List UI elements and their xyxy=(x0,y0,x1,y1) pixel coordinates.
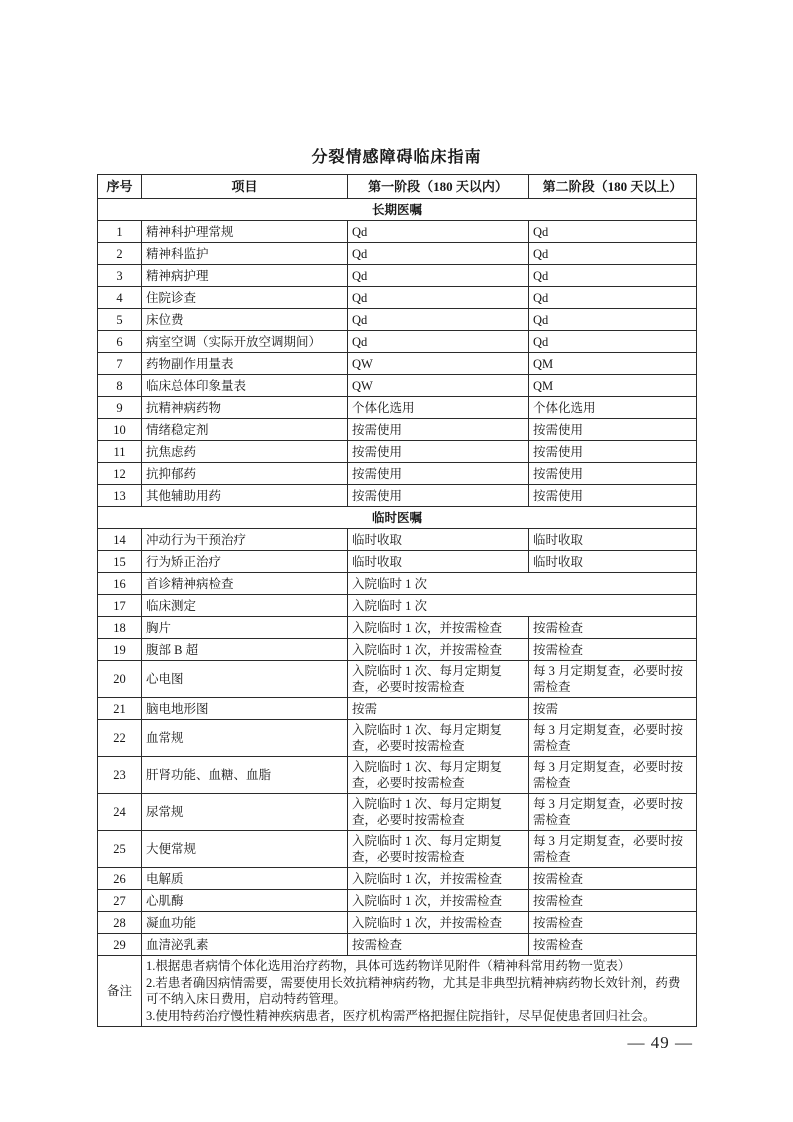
section-header-row xyxy=(98,507,697,529)
stage1-cell: 入院临时 1 次、每月定期复查，必要时按需检查 xyxy=(348,720,529,757)
stage1-cell: 入院临时 1 次，并按需检查 xyxy=(348,617,529,639)
row-number-cell: 15 xyxy=(98,551,142,573)
item-cell: 凝血功能 xyxy=(142,912,348,934)
item-cell: 血清泌乳素 xyxy=(142,934,348,956)
row-number-cell: 26 xyxy=(98,868,142,890)
row-number-cell: 5 xyxy=(98,309,142,331)
table-row xyxy=(98,868,697,890)
row-number-cell: 3 xyxy=(98,265,142,287)
item-cell: 大便常规 xyxy=(142,831,348,868)
note-line: 2.若患者确因病情需要，需要使用长效抗精神病药物，尤其是非典型抗精神病药物长效针剂，药费可不纳入床日费用，启动特药管理。 xyxy=(146,975,681,1006)
table-row xyxy=(98,243,697,265)
item-cell: 胸片 xyxy=(142,617,348,639)
stage2-cell: 按需使用 xyxy=(529,463,697,485)
stage2-cell: 每 3 月定期复查，必要时按需检查 xyxy=(529,757,697,794)
item-cell: 精神科监护 xyxy=(142,243,348,265)
column-header-stage2: 第二阶段（180 天以上） xyxy=(529,175,697,199)
stage1-cell: 个体化选用 xyxy=(348,397,529,419)
notes-content xyxy=(142,956,697,1027)
table-row xyxy=(98,573,697,595)
row-number-cell: 9 xyxy=(98,397,142,419)
item-cell: 腹部 B 超 xyxy=(142,639,348,661)
row-number-cell: 12 xyxy=(98,463,142,485)
stage2-cell: Qd xyxy=(529,221,697,243)
stage1-cell: QW xyxy=(348,375,529,397)
table-row xyxy=(98,397,697,419)
stage2-cell: 临时收取 xyxy=(529,529,697,551)
stage2-cell: 临时收取 xyxy=(529,551,697,573)
table-row xyxy=(98,890,697,912)
stage1-cell: Qd xyxy=(348,221,529,243)
stage1-cell: 入院临时 1 次、每月定期复查，必要时按需检查 xyxy=(348,757,529,794)
stage1-cell: 入院临时 1 次，并按需检查 xyxy=(348,912,529,934)
stage2-cell: 每 3 月定期复查，必要时按需检查 xyxy=(529,794,697,831)
item-cell: 其他辅助用药 xyxy=(142,485,348,507)
table-row xyxy=(98,757,697,794)
stage2-cell: 按需检查 xyxy=(529,934,697,956)
table-row xyxy=(98,794,697,831)
table-row xyxy=(98,639,697,661)
stage1-cell: 临时收取 xyxy=(348,529,529,551)
stage1-cell: Qd xyxy=(348,265,529,287)
stage1-cell: 入院临时 1 次 xyxy=(348,573,697,595)
table-row xyxy=(98,661,697,698)
stage2-cell: 每 3 月定期复查，必要时按需检查 xyxy=(529,720,697,757)
table-row xyxy=(98,441,697,463)
table-row xyxy=(98,463,697,485)
stage1-cell: Qd xyxy=(348,243,529,265)
row-number-cell: 21 xyxy=(98,698,142,720)
clinical-guide-table xyxy=(97,174,697,1027)
row-number-cell: 13 xyxy=(98,485,142,507)
stage1-cell: 入院临时 1 次，并按需检查 xyxy=(348,890,529,912)
stage1-cell: 入院临时 1 次、每月定期复查，必要时按需检查 xyxy=(348,661,529,698)
stage1-cell: Qd xyxy=(348,331,529,353)
item-cell: 病室空调（实际开放空调期间） xyxy=(142,331,348,353)
item-cell: 抗焦虑药 xyxy=(142,441,348,463)
item-cell: 抗精神病药物 xyxy=(142,397,348,419)
stage2-cell: 按需检查 xyxy=(529,868,697,890)
stage2-cell: Qd xyxy=(529,243,697,265)
stage2-cell: Qd xyxy=(529,287,697,309)
table-header-row xyxy=(98,175,697,199)
table-row xyxy=(98,529,697,551)
section-label: 长期医嘱 xyxy=(98,199,697,221)
stage1-cell: Qd xyxy=(348,309,529,331)
stage1-cell: 临时收取 xyxy=(348,551,529,573)
item-cell: 精神病护理 xyxy=(142,265,348,287)
stage2-cell: 按需检查 xyxy=(529,912,697,934)
item-cell: 行为矫正治疗 xyxy=(142,551,348,573)
stage1-cell: QW xyxy=(348,353,529,375)
item-cell: 尿常规 xyxy=(142,794,348,831)
table-row xyxy=(98,720,697,757)
stage2-cell: Qd xyxy=(529,309,697,331)
stage2-cell: 按需使用 xyxy=(529,485,697,507)
stage1-cell: 按需使用 xyxy=(348,485,529,507)
table-row xyxy=(98,221,697,243)
row-number-cell: 6 xyxy=(98,331,142,353)
item-cell: 住院诊查 xyxy=(142,287,348,309)
row-number-cell: 20 xyxy=(98,661,142,698)
section-label: 临时医嘱 xyxy=(98,507,697,529)
stage1-cell: 按需 xyxy=(348,698,529,720)
item-cell: 血常规 xyxy=(142,720,348,757)
page-title: 分裂情感障碍临床指南 xyxy=(311,149,482,166)
row-number-cell: 24 xyxy=(98,794,142,831)
table-row xyxy=(98,265,697,287)
table-row xyxy=(98,353,697,375)
stage2-cell: Qd xyxy=(529,265,697,287)
row-number-cell: 1 xyxy=(98,221,142,243)
item-cell: 抗抑郁药 xyxy=(142,463,348,485)
stage2-cell: 每 3 月定期复查，必要时按需检查 xyxy=(529,661,697,698)
row-number-cell: 14 xyxy=(98,529,142,551)
stage2-cell: 按需 xyxy=(529,698,697,720)
item-cell: 电解质 xyxy=(142,868,348,890)
stage1-cell: 按需使用 xyxy=(348,463,529,485)
row-number-cell: 18 xyxy=(98,617,142,639)
row-number-cell: 25 xyxy=(98,831,142,868)
note-line: 3.使用特药治疗慢性精神疾病患者，医疗机构需严格把握住院指针，尽早促使患者回归社会。 xyxy=(146,1008,656,1023)
item-cell: 药物副作用量表 xyxy=(142,353,348,375)
section-header-row xyxy=(98,199,697,221)
row-number-cell: 23 xyxy=(98,757,142,794)
item-cell: 脑电地形图 xyxy=(142,698,348,720)
row-number-cell: 17 xyxy=(98,595,142,617)
item-cell: 心肌酶 xyxy=(142,890,348,912)
table-body xyxy=(98,199,697,1027)
item-cell: 情绪稳定剂 xyxy=(142,419,348,441)
stage2-cell: 个体化选用 xyxy=(529,397,697,419)
stage1-cell: Qd xyxy=(348,287,529,309)
column-header-stage1: 第一阶段（180 天以内） xyxy=(348,175,529,199)
table-row xyxy=(98,485,697,507)
stage2-cell: 按需检查 xyxy=(529,890,697,912)
row-number-cell: 11 xyxy=(98,441,142,463)
row-number-cell: 19 xyxy=(98,639,142,661)
row-number-cell: 27 xyxy=(98,890,142,912)
stage2-cell: Qd xyxy=(529,331,697,353)
stage2-cell: 每 3 月定期复查，必要时按需检查 xyxy=(529,831,697,868)
item-cell: 临床总体印象量表 xyxy=(142,375,348,397)
stage1-cell: 入院临时 1 次、每月定期复查，必要时按需检查 xyxy=(348,831,529,868)
stage2-cell: QM xyxy=(529,353,697,375)
row-number-cell: 28 xyxy=(98,912,142,934)
item-cell: 肝肾功能、血糖、血脂 xyxy=(142,757,348,794)
stage1-cell: 入院临时 1 次，并按需检查 xyxy=(348,639,529,661)
stage2-cell: 按需使用 xyxy=(529,419,697,441)
row-number-cell: 4 xyxy=(98,287,142,309)
table-row xyxy=(98,419,697,441)
column-header-no: 序号 xyxy=(98,175,142,199)
table-row xyxy=(98,309,697,331)
stage1-cell: 按需使用 xyxy=(348,419,529,441)
stage1-cell: 入院临时 1 次 xyxy=(348,595,697,617)
row-number-cell: 16 xyxy=(98,573,142,595)
stage1-cell: 入院临时 1 次、每月定期复查，必要时按需检查 xyxy=(348,794,529,831)
table-row xyxy=(98,551,697,573)
row-number-cell: 10 xyxy=(98,419,142,441)
stage2-cell: 按需使用 xyxy=(529,441,697,463)
page-number: — 49 — xyxy=(627,1033,693,1052)
stage2-cell: 按需检查 xyxy=(529,617,697,639)
table-row xyxy=(98,375,697,397)
table-row xyxy=(98,698,697,720)
row-number-cell: 2 xyxy=(98,243,142,265)
notes-row xyxy=(98,956,697,1027)
table-row xyxy=(98,617,697,639)
item-cell: 首诊精神病检查 xyxy=(142,573,348,595)
item-cell: 精神科护理常规 xyxy=(142,221,348,243)
notes-label: 备注 xyxy=(98,956,142,1027)
item-cell: 冲动行为干预治疗 xyxy=(142,529,348,551)
table-row xyxy=(98,912,697,934)
stage1-cell: 按需使用 xyxy=(348,441,529,463)
table-row xyxy=(98,331,697,353)
note-line: 1.根据患者病情个体化选用治疗药物，具体可选药物详见附件（精神科常用药物一览表） xyxy=(146,959,631,973)
item-cell: 心电图 xyxy=(142,661,348,698)
row-number-cell: 7 xyxy=(98,353,142,375)
table-row xyxy=(98,595,697,617)
item-cell: 床位费 xyxy=(142,309,348,331)
stage2-cell: QM xyxy=(529,375,697,397)
stage2-cell: 按需检查 xyxy=(529,639,697,661)
column-header-item: 项目 xyxy=(142,175,348,199)
row-number-cell: 8 xyxy=(98,375,142,397)
table-row xyxy=(98,934,697,956)
stage1-cell: 入院临时 1 次，并按需检查 xyxy=(348,868,529,890)
row-number-cell: 22 xyxy=(98,720,142,757)
row-number-cell: 29 xyxy=(98,934,142,956)
table-row xyxy=(98,831,697,868)
stage1-cell: 按需检查 xyxy=(348,934,529,956)
table-row xyxy=(98,287,697,309)
item-cell: 临床测定 xyxy=(142,595,348,617)
